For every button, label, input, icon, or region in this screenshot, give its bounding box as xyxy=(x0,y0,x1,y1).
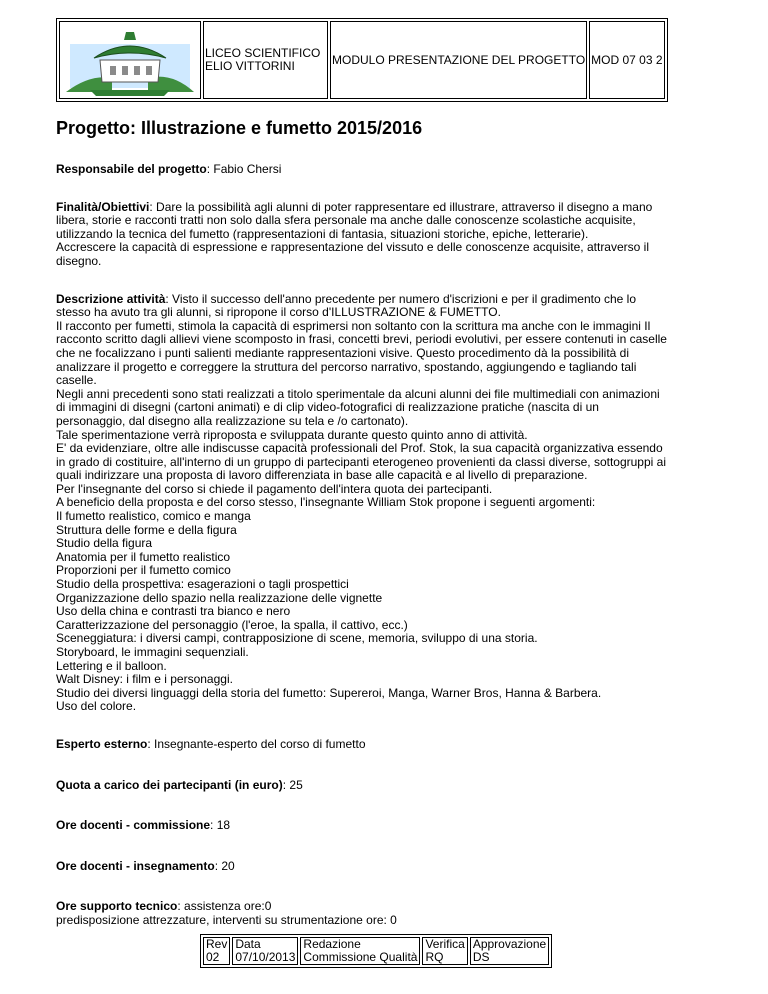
finalita-line: utilizzando la tecnica del fumetto (rappresentazioni di fantasia, situazioni storiche, epiche, letterarie). xyxy=(56,226,589,241)
ore-insegnamento-value: 20 xyxy=(221,858,235,873)
module-code: MOD 07 03 2 xyxy=(589,21,664,99)
descrizione-label: Descrizione attività xyxy=(56,291,166,306)
topic-list-item: Anatomia per il fumetto realistico xyxy=(56,549,231,564)
verifica-label: Verifica xyxy=(425,937,465,951)
finalita-line: disegno. xyxy=(56,253,102,268)
topic-list-item: Proporzioni per il fumetto comico xyxy=(56,563,231,578)
ore-supporto-detail: predisposizione attrezzature, interventi su strumentazione ore: 0 xyxy=(56,912,397,927)
project-title: Progetto: Illustrazione e fumetto 2015/2016 xyxy=(56,118,423,138)
project-body xyxy=(56,163,746,928)
quota-field: Quota a carico dei partecipanti (in euro): 25 xyxy=(56,777,303,792)
descrizione-line: personaggio, dal disegno alla realizzazione su tela e /o cartonato). xyxy=(56,413,409,428)
ore-supporto-label: Ore supporto tecnico xyxy=(56,899,178,914)
responsabile-label: Responsabile del progetto xyxy=(56,162,207,176)
topic-list-item: Sceneggiatura: i diversi campi, contrapposizione di scene, memoria, sviluppo di una storia. xyxy=(56,631,538,646)
descrizione-line: Negli anni precedenti sono stati realizzati a titolo sperimentale da alcuni alunni dei file multimediali con animazioni xyxy=(56,386,660,401)
school-logo-cell xyxy=(59,21,201,99)
ore-commissione-field: Ore docenti - commissione: 18 xyxy=(56,818,231,833)
finalita-label: Finalità/Obiettivi xyxy=(56,199,150,214)
finalita-line: Accrescere la capacità di espressione e rappresentazione del vissuto e delle conoscenze acquisite, attraverso il xyxy=(56,240,649,255)
responsabile-value: Fabio Chersi xyxy=(213,162,282,176)
descrizione-line: analizzare il progetto e correggere la struttura del percorso narrativo, spostando, aggiungendo e tagliando tali xyxy=(56,359,637,374)
topic-list-item: Lettering e il balloon. xyxy=(56,658,167,673)
finalita-field: Finalità/Obiettivi: Dare la possibilità agli alunni di poter rappresentare ed illustrare, attraverso il disegno a mano libera, storie e racconti tratti non solo dalla sfera personale ma anche dalle conoscenze scolastiche acquisite, utilizzando la tecnica del fumetto (rappresentazioni di fantasia, situazioni storiche, epiche, letterarie). Accrescere la capacità di espressione e rappresentazione del vissuto e delle conoscenze acquisite, attraverso il disegno. xyxy=(56,201,746,269)
topic-list-item: Uso del colore. xyxy=(56,699,137,714)
revision-footer xyxy=(200,934,552,968)
school-name-line2: ELIO VITTORINI xyxy=(205,59,295,73)
module-title: MODULO PRESENTAZIONE DEL PROGETTO xyxy=(330,21,587,99)
descrizione-line: Il racconto per fumetti, stimola la capacità di esprimersi non soltanto con la scrittura ma anche con le immagini Il xyxy=(56,318,651,333)
descrizione-field: Descrizione attività: Visto il successo dell'anno precedente per numero d'iscrizioni e per il gradimento che lo stesso ha avuto tra gli alunni, si ripropone il corso d'ILLUSTRAZIONE & FUMETTO. Il racconto per fumetti, stimola la capacità di esprimersi non soltanto con la scrittura ma anche con le immagini Il racconto scritto dagli allievi viene scomposto in frasi, concetti brevi, periodi evolutivi, per essere contenuti in caselle che ne focalizzano i punti salienti mediante rappresentazioni visive. Questo procedimento dà la possibilità di analizzare il progetto e correggere la struttura del percorso narrativo, spostando, aggiungendo e tagliando tali caselle. Negli anni precedenti sono stati realizzati a titolo sperimentale da alcuni alunni dei file multimediali con animazioni di immagini di disegni (cartoni animati) e di clip video-fotografici di realizzazione pratiche (nascita di un personaggio, dal disegno alla realizzazione su tela e /o cartonato). Tale sperimentazione verrà riproposta e sviluppata durante questo quinto anno di attività. E' da evidenziare, oltre alle indiscusse capacità professionali del Prof. Stok, la sua capacità organizzativa essendo in grado di costituire, all'interno di un gruppo di partecipanti eterogeneo provenienti da classi diverse, sottogruppi ai quali indirizzare una proposta di lavoro differenziata in base alle capacità e al livello di preparazione. Per l'insegnante del corso si chiede il pagamento dell'intera quota dei partecipanti. A beneficio della proposta e del corso stesso, l'insegnante William Stok propone i seguenti argomenti: Il fumetto realistico, comico e manga Struttura delle forme e della figura Studio della figura Anatomia per il fumetto realistico Proporzioni per il fumetto comico Studio della prospettiva: esagerazioni o tagli prospettici Organizzazione dello spazio nella realizzazione delle vignette Uso della china e contrasti tra bianco e nero Caratterizzazione del personaggio (l'eroe, la spalla, il cattivo, ecc.) Sceneggiatura: i diversi campi, contrapposizione di scene, memoria, sviluppo di una storia. Storyboard, le immagini sequenziali. Lettering e il balloon. Walt Disney: i film e i personaggi. Studio dei diversi linguaggi della storia del fumetto: Supereroi, Manga, Warner Bros, Hanna & Barbera. Uso del colore. xyxy=(56,293,746,714)
rev-cell xyxy=(203,937,230,965)
descrizione-line: in grado di costituire, all'interno di un gruppo di partecipanti eterogeneo provenienti da classi diverse, sottogruppi ai xyxy=(56,454,666,469)
esperto-field: Esperto esterno: Insegnante-esperto del corso di fumetto xyxy=(56,736,366,751)
topic-list-item: Organizzazione dello spazio nella realizzazione delle vignette xyxy=(56,590,383,605)
topic-list-item: Struttura delle forme e della figura xyxy=(56,522,237,537)
redazione-cell xyxy=(300,937,420,965)
descrizione-line: quali indirizzare una proposta di lavoro differenziata in base alle capacità e al livello di preparazione. xyxy=(56,468,588,483)
approvazione-label: Approvazione xyxy=(472,937,547,951)
quota-label: Quota a carico dei partecipanti (in euro) xyxy=(56,777,283,792)
ore-insegnamento-field: Ore docenti - insegnamento: 20 xyxy=(56,858,235,873)
data-label: Data xyxy=(235,937,261,951)
ore-commissione-label: Ore docenti - commissione xyxy=(56,818,211,833)
descrizione-line: che ne focalizzano i punti salienti mediante rappresentazioni visive. Questo procedimento dà la possibilità di xyxy=(56,345,629,360)
topic-list-item: Uso della china e contrasti tra bianco e nero xyxy=(56,604,291,619)
ore-commissione-value: 18 xyxy=(216,818,231,833)
topic-list-item: Studio dei diversi linguaggi della storia del fumetto: Supereroi, Manga, Warner Bros, Hanna & Barbera. xyxy=(56,685,602,700)
school-name-cell xyxy=(203,21,328,99)
verifica-value: RQ xyxy=(425,950,444,964)
school-name-line1: LICEO SCIENTIFICO xyxy=(205,46,321,60)
ore-supporto-field: Ore supporto tecnico: assistenza ore:0 predisposizione attrezzature, interventi su strumentazione ore: 0 xyxy=(56,900,746,927)
approvazione-value: DS xyxy=(472,950,490,964)
topic-list-item: Caratterizzazione del personaggio (l'eroe, la spalla, il cattivo, ecc.) xyxy=(56,617,408,632)
redazione-label: Redazione xyxy=(303,937,361,951)
finalita-line: libera, storie e racconti tratti non solo dalla sfera personale ma anche dalle conoscenze scolastiche acquisite, xyxy=(56,213,636,228)
ore-supporto-value: assistenza ore:0 xyxy=(184,899,272,914)
topic-list-item: Walt Disney: i film e i personaggi. xyxy=(56,672,233,687)
descrizione-line: caselle. xyxy=(56,373,97,388)
rev-label: Rev xyxy=(206,937,228,951)
descrizione-line: racconto scritto dagli allievi viene scomposto in frasi, concetti brevi, periodi evolutivi, per essere contenuti in caselle xyxy=(56,332,667,347)
descrizione-line: Tale sperimentazione verrà riproposta e sviluppata durante questo quinto anno di attività. xyxy=(56,427,528,442)
esperto-label: Esperto esterno xyxy=(56,736,148,751)
descrizione-line: A beneficio della proposta e del corso stesso, l'insegnante William Stok propone i seguenti argomenti: xyxy=(56,495,596,510)
topic-list-item: Storyboard, le immagini sequenziali. xyxy=(56,645,249,659)
data-value: 07/10/2013 xyxy=(235,950,296,964)
quota-value: 25 xyxy=(289,777,303,792)
redazione-value: Commissione Qualità xyxy=(303,950,418,964)
rev-value: 02 xyxy=(206,950,220,964)
ore-insegnamento-label: Ore docenti - insegnamento xyxy=(56,858,215,873)
topic-list-item: Il fumetto realistico, comico e manga xyxy=(56,509,251,524)
descrizione-line: stesso ha avuto tra gli alunni, si ripropone il corso d'ILLUSTRAZIONE & FUMETTO. xyxy=(56,305,501,320)
descrizione-line: Per l'insegnante del corso si chiede il pagamento dell'intera quota dei partecipanti. xyxy=(56,481,493,496)
school-logo-image xyxy=(60,22,200,98)
data-cell xyxy=(232,937,298,965)
document-header xyxy=(56,18,668,102)
approvazione-cell xyxy=(470,937,549,965)
topic-list-item: Studio della figura xyxy=(56,536,153,551)
responsabile-field: Responsabile del progetto: Fabio Chersi xyxy=(56,162,282,176)
descrizione-line: E' da evidenziare, oltre alle indiscusse capacità professionali del Prof. Stok, la sua capacità organizzativa essendo xyxy=(56,441,663,456)
finalita-line: Dare la possibilità agli alunni di poter rappresentare ed illustrare, attraverso il disegno a mano xyxy=(156,199,653,214)
descrizione-line: Visto il successo dell'anno precedente per numero d'iscrizioni e per il gradimento che lo xyxy=(172,291,636,306)
verifica-cell xyxy=(422,937,467,965)
esperto-value: Insegnante-esperto del corso di fumetto xyxy=(154,736,366,751)
topic-list-item: Studio della prospettiva: esagerazioni o tagli prospettici xyxy=(56,577,349,592)
descrizione-line: di immagini di disegni (cartoni animati) e di clip video-fotografici di realizzazione pratiche (nascita di un xyxy=(56,400,599,415)
